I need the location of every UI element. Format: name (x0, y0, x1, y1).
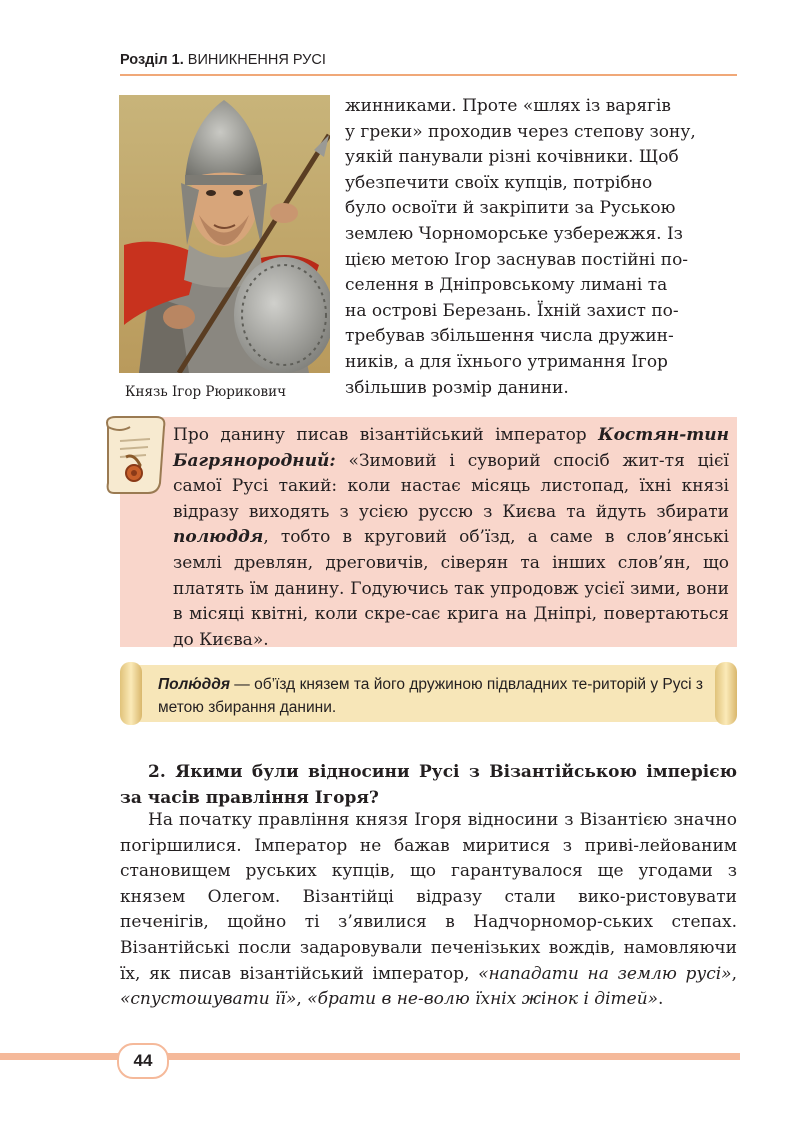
separator-1: , (731, 963, 737, 984)
body-paragraph (120, 808, 737, 1013)
source-quote-part1: «Зимовий і суворий спосіб жит-тя цієї самої Русі такий: коли настає місяць листопад, їхні князі відразу виходять з усією руссю з Києва та йдуть збирати (173, 450, 729, 522)
source-lead: Про данину писав візантійський імператор (173, 425, 599, 445)
column-line: було освоїти й закріпити за Руською (345, 198, 676, 219)
separator-2: , (296, 989, 308, 1010)
body-text: На початку правління князя Ігоря відносини з Візантією значно погіршилися. Імператор не бажав миритися з приві-лейованим становищем руських купців, що гарантувалося ще угодами з князем Олегом. Візантійці відразу стали вико-ристовувати печенігів, щойно ті з’явилися в Надчорномор-ських степах. Візантійські посли задаровували печенізьких вождів, намовляючи їх, як писав візантійський імператор, (120, 810, 737, 984)
section-question (120, 760, 737, 811)
source-term: полюддя (173, 527, 264, 548)
body-end: . (658, 989, 664, 1010)
column-line: селення в Дніпровському лимані та (345, 275, 668, 296)
source-quote (173, 423, 729, 653)
term-meaning: — об’їзд князем та його дружиною підвладних те-риторій у Русі з метою збирання данини. (158, 676, 703, 716)
term-paragraph (158, 673, 703, 719)
quote-2: «спустошувати її» (120, 989, 297, 1010)
term-definition (158, 673, 703, 719)
footer-rule (0, 1053, 740, 1060)
column-line: цією метою Ігор заснував постійні по- (345, 249, 689, 270)
section-title: ВИНИКНЕННЯ РУСІ (187, 52, 326, 68)
column-line: у греки» проходив через степову зону, (345, 121, 696, 142)
section-label: Розділ (120, 52, 168, 68)
column-line: ників, а для їхнього утримання Ігор (345, 351, 668, 372)
section-number: 1. (171, 52, 184, 68)
header-rule (120, 74, 737, 76)
quote-1: «нападати на землю русі» (478, 963, 732, 984)
page-number: 44 (117, 1043, 169, 1079)
prince-igor-portrait (119, 95, 330, 373)
scroll-document-icon (100, 413, 172, 499)
quote-3: «брати в не-волю їхніх жінок і дітей» (307, 989, 659, 1010)
column-line: уякій панували різні кочівники. Щоб (345, 147, 679, 168)
question-text: 2. Якими були відносини Русі з Візантійською імперією за часів правління Ігоря? (120, 762, 737, 808)
column-line: на острові Березань. Їхній захист по- (345, 300, 679, 321)
term-word: Полю́ддя (158, 676, 230, 693)
column-line: жинниками. Проте «шлях із варягів (345, 96, 671, 116)
source-paragraph (173, 423, 729, 653)
source-author: Костян-тин Багрянородний: (173, 425, 729, 471)
column-line: збільшив розмір данини. (345, 377, 569, 398)
column-line: убезпечити своїх купців, потрібно (345, 172, 653, 193)
source-quote-part2: , тобто в круговий об’їзд, а саме в слов’янські землі древлян, дреговичів, сіверян та інших слов’ян, що платять їм данину. Годуючись так упродовж усієї зими, вони в місяці квітні, коли скре-сає крига на Дніпрі, повертаються до Києва». (173, 527, 729, 650)
column-paragraph (345, 94, 738, 401)
column-line: землею Чорноморське узбережжя. Із (345, 223, 683, 244)
running-header (120, 52, 737, 68)
portrait-caption: Князь Ігор Рюрикович (125, 384, 286, 400)
body-text-paragraph (120, 808, 737, 1013)
column-line: требував збільшення числа дружин- (345, 326, 674, 347)
